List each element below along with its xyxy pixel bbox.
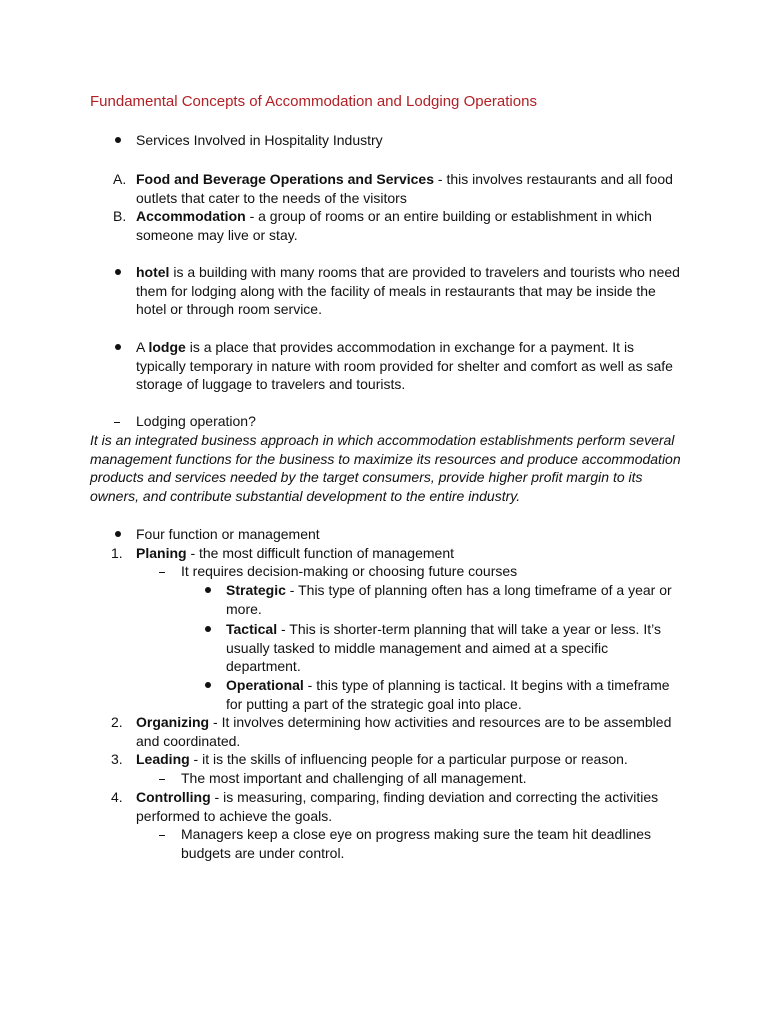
function-organizing [136, 713, 671, 750]
lodging-definition [90, 431, 681, 505]
service-text: outlets that cater to the needs of the visitors [136, 189, 407, 206]
service-text: someone may live or stay. [136, 226, 298, 243]
planning-type-text: more. [226, 600, 262, 617]
planning-type-text: - This type of planning often has a long timeframe of a year or [285, 582, 672, 598]
bullet-icon [115, 531, 121, 537]
list-marker-2: 2. [111, 714, 123, 730]
list-marker-1: 1. [111, 545, 123, 561]
controlling-sub-text: Managers keep a close eye on progress making sure the team hit deadlines [181, 826, 652, 842]
services-heading: Services Involved in Hospitality Industry [136, 132, 383, 148]
function-controlling [136, 788, 658, 825]
bullet-icon [205, 626, 211, 632]
lodge-text: A [136, 339, 149, 355]
bullet-icon [115, 269, 121, 275]
service-text: - this involves restaurants and all food [434, 171, 673, 187]
list-marker-3: 3. [111, 751, 123, 767]
function-text: - is measuring, comparing, finding deviation and correcting the activities [210, 789, 659, 805]
hotel-text: them for lodging along with the facility of meals in restaurants that may be inside the [136, 282, 656, 299]
planning-type-tactical [226, 620, 661, 676]
hotel-text: is a building with many rooms that are provided to travelers and tourists who need [169, 264, 680, 280]
bullet-icon [115, 137, 121, 143]
planning-type-operational [226, 676, 670, 713]
lodge-definition [136, 338, 673, 394]
controlling-sub-text: budgets are under control. [181, 844, 345, 861]
function-text: - It involves determining how activities and resources are to be assembled [209, 714, 672, 730]
lodge-text: is a place that provides accommodation in exchange for a payment. It is [185, 339, 635, 355]
page-title: Fundamental Concepts of Accommodation and Lodging Operations [90, 93, 537, 110]
lodge-term: lodge [148, 339, 186, 355]
lodge-text: storage of luggage to travelers and tourists. [136, 376, 406, 393]
planning-type-text: for putting a part of the strategic goal into place. [226, 695, 522, 712]
dash-icon [159, 572, 165, 573]
definition-line: products and services needed by the target consumers, provide higher profit margin to its [90, 469, 643, 486]
lodging-question: Lodging operation? [136, 413, 256, 429]
function-leading [136, 750, 628, 769]
service-text: - a group of rooms or an entire building or establishment in which [245, 208, 652, 224]
planning-type-text: - This is shorter-term planning that will take a year or less. It’s [277, 621, 661, 637]
function-text: - the most difficult function of management [186, 545, 454, 561]
function-term: Leading [136, 751, 190, 767]
list-marker-b: B. [113, 208, 127, 224]
list-marker-a: A. [113, 171, 127, 187]
planning-type-term: Tactical [226, 621, 278, 637]
service-term: Food and Beverage Operations and Services [136, 171, 434, 187]
definition-line: owners, and contribute substantial development to the entire industry. [90, 487, 521, 504]
hotel-text: hotel or through room service. [136, 301, 322, 318]
dash-icon [159, 835, 165, 836]
planning-type-text: department. [226, 658, 301, 675]
list-marker-4: 4. [111, 789, 123, 805]
function-term: Organizing [136, 714, 210, 730]
function-text: performed to achieve the goals. [136, 807, 333, 824]
function-term: Planing [136, 545, 187, 561]
bullet-icon [115, 344, 121, 350]
function-planing [136, 544, 454, 563]
planning-type-term: Operational [226, 677, 304, 693]
planning-type-text: usually tasked to middle management and aimed at a specific [226, 639, 609, 656]
bullet-icon [205, 682, 211, 688]
planing-sub: It requires decision-making or choosing future courses [181, 563, 518, 579]
service-item-accommodation [136, 207, 652, 244]
function-text: - it is the skills of influencing people for a particular purpose or reason. [189, 751, 628, 767]
service-term: Accommodation [136, 208, 246, 224]
controlling-sub [181, 825, 651, 862]
definition-line: It is an integrated business approach in which accommodation establishments perform several [90, 432, 675, 448]
function-term: Controlling [136, 789, 211, 805]
leading-sub: The most important and challenging of all management. [181, 770, 527, 786]
planning-type-text: - this type of planning is tactical. It begins with a timeframe [303, 677, 670, 693]
bullet-icon [205, 587, 211, 593]
dash-icon [114, 422, 120, 423]
dash-icon [159, 779, 165, 780]
lodge-text: typically temporary in nature with room provided for shelter and comfort as well as safe [136, 357, 673, 374]
hotel-definition [136, 263, 680, 319]
planning-type-term: Strategic [226, 582, 286, 598]
hotel-term: hotel [136, 264, 170, 280]
service-item-food-beverage [136, 170, 673, 207]
definition-line: management functions for the business to maximize its resources and produce accommodation [90, 450, 681, 467]
function-text: and coordinated. [136, 732, 241, 749]
functions-heading: Four function or management [136, 526, 320, 542]
planning-type-strategic [226, 581, 672, 618]
